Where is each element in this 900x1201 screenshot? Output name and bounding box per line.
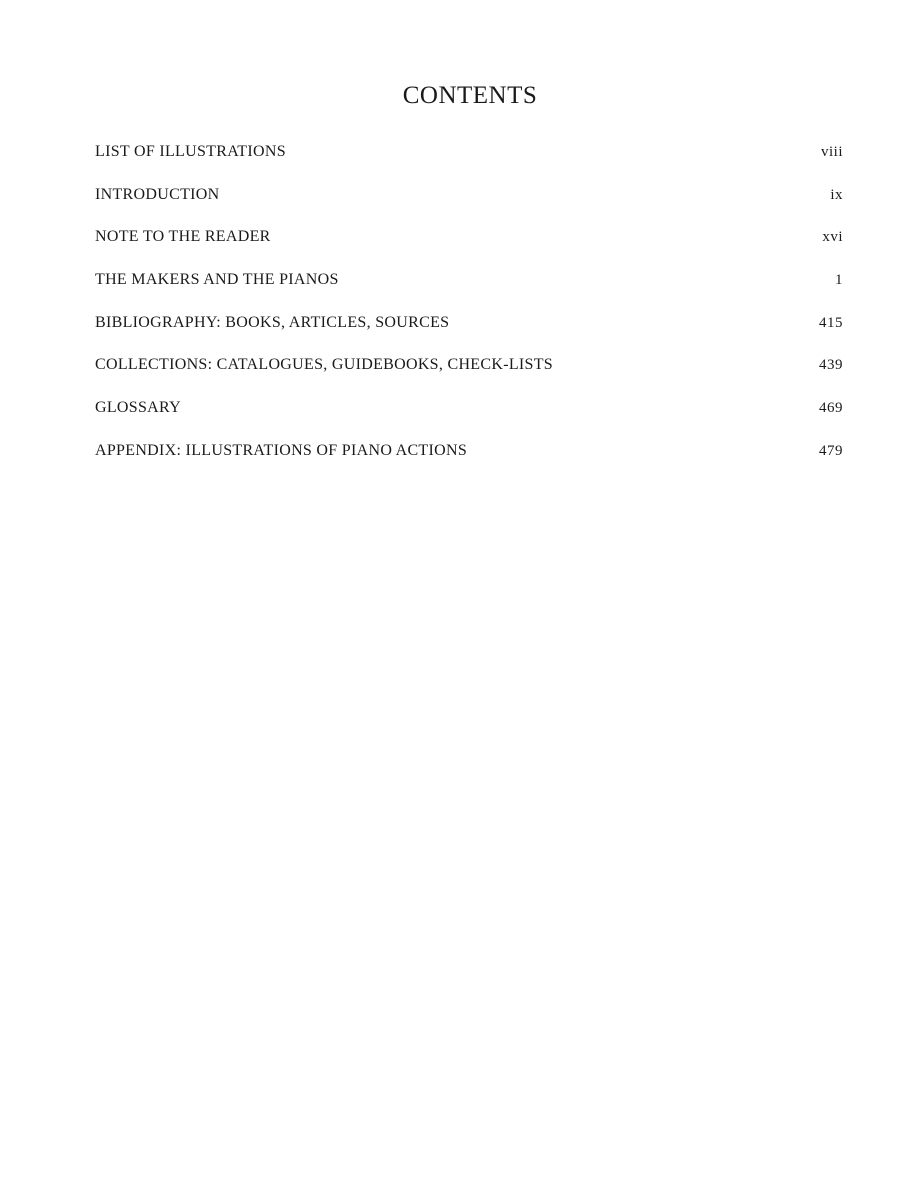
toc-entry-page-number: ix: [830, 186, 843, 203]
toc-entry-note-to-the-reader: [95, 228, 843, 271]
page-title: CONTENTS: [402, 82, 538, 109]
toc-entry-bibliography: [95, 314, 843, 357]
toc-entry-page-number: 1: [835, 272, 843, 289]
toc-entry-page-number: 479: [819, 442, 843, 459]
toc-entry-label: COLLECTIONS: CATALOGUES, GUIDEBOOKS, CHECK-LISTS: [95, 356, 554, 374]
toc-entry-label: GLOSSARY: [95, 399, 181, 417]
toc-entry-glossary: [95, 399, 843, 442]
toc-entry-page-number: 415: [819, 314, 843, 331]
toc-entry-page-number: xvi: [822, 229, 843, 246]
toc-entry-page-number: 439: [819, 357, 843, 374]
toc-entry-label: THE MAKERS AND THE PIANOS: [95, 271, 339, 289]
toc-entry-page-number: viii: [820, 144, 843, 160]
toc-entry-label: APPENDIX: ILLUSTRATIONS OF PIANO ACTIONS: [95, 441, 468, 459]
toc-entry-introduction: [95, 186, 843, 229]
toc-entry-label: NOTE TO THE READER: [95, 228, 271, 246]
toc-entry-label: LIST OF ILLUSTRATIONS: [95, 143, 286, 160]
toc-entry-list-of-illustrations: [95, 143, 843, 186]
toc-entry-page-number: 469: [819, 400, 843, 417]
toc-entry-label: BIBLIOGRAPHY: BOOKS, ARTICLES, SOURCES: [95, 313, 450, 331]
toc-entry-collections: [95, 356, 843, 399]
toc-entry-makers-and-pianos: [95, 271, 843, 314]
toc-entry-appendix: [95, 442, 843, 485]
toc-entry-label: INTRODUCTION: [95, 185, 220, 203]
table-of-contents: [95, 143, 843, 485]
